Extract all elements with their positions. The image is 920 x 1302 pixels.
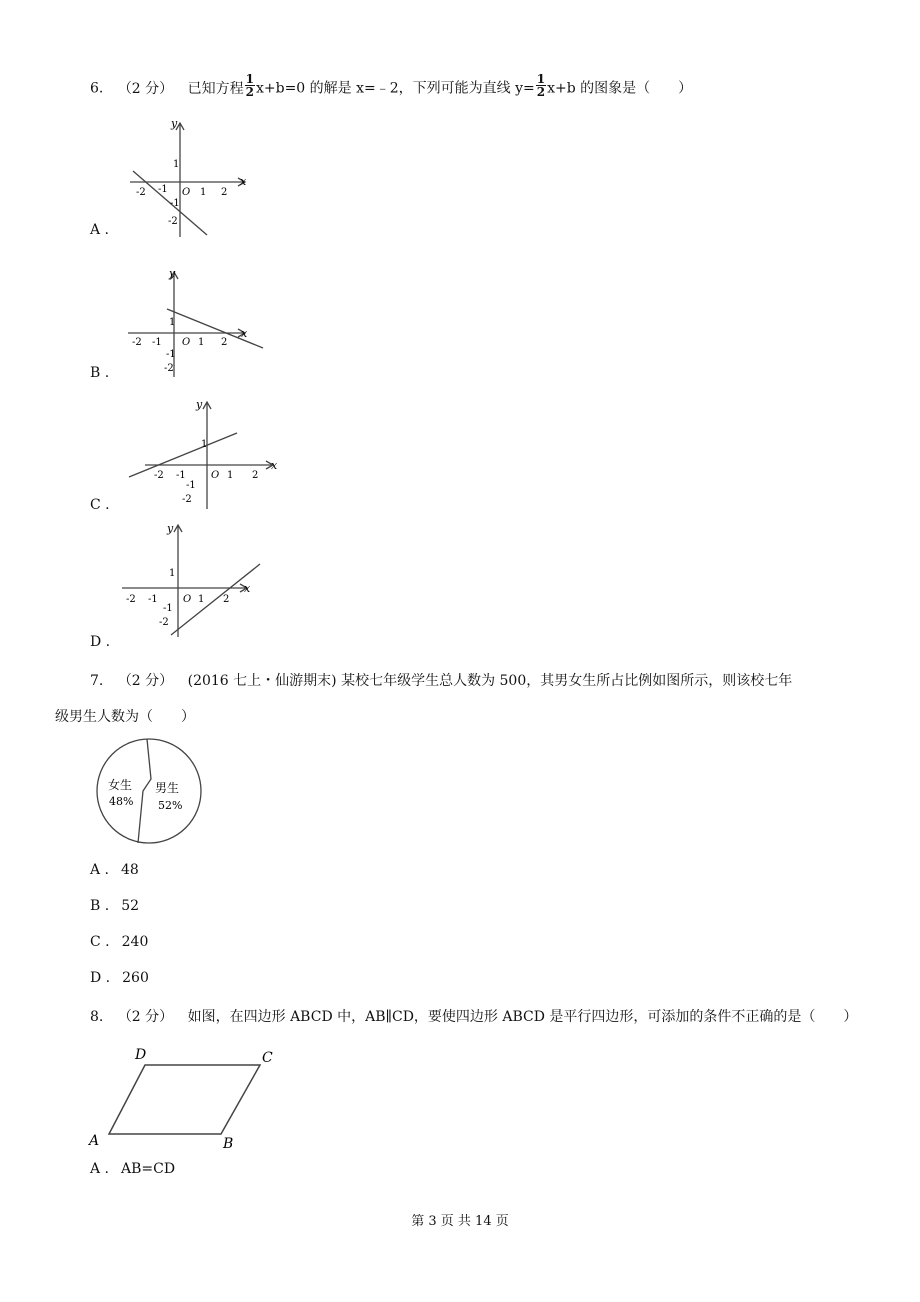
svg-text:O: O — [183, 594, 192, 605]
boys-percent: 52% — [158, 799, 183, 812]
svg-text:-2: -2 — [154, 470, 164, 481]
svg-text:-1: -1 — [148, 594, 158, 605]
svg-text:1: 1 — [227, 470, 234, 481]
vertex-d: D — [135, 1047, 147, 1063]
parallelogram-abcd — [85, 1040, 285, 1150]
question-number: 7. — [90, 673, 104, 689]
svg-text:1: 1 — [169, 317, 176, 328]
svg-text:O: O — [182, 337, 191, 348]
vertex-c: C — [262, 1050, 273, 1066]
graph-option-b — [125, 262, 270, 382]
stem-text: 如图，在四边形 ABCD 中，AB∥CD，要使四边形 ABCD 是平行四边形，可添加的条件不正确的是（ ） — [187, 1009, 858, 1025]
svg-text:1: 1 — [201, 439, 208, 450]
boys-label: 男生 — [155, 781, 180, 795]
svg-text:-2: -2 — [126, 594, 136, 605]
svg-text:-2: -2 — [168, 216, 178, 227]
option-b-label[interactable]: B . — [90, 365, 110, 381]
svg-text:1: 1 — [173, 159, 180, 170]
y-axis-label: y — [171, 117, 178, 130]
fraction-half: $\frac{1}{2}$ — [536, 72, 546, 99]
svg-text:x: x — [244, 582, 251, 595]
vertex-a: A — [89, 1133, 100, 1149]
question-score: （2 分） — [117, 673, 174, 689]
svg-text:-1: -1 — [166, 349, 176, 360]
svg-text:-2: -2 — [164, 363, 174, 374]
svg-text:2: 2 — [223, 594, 230, 605]
vertex-b: B — [223, 1136, 234, 1150]
svg-text:y: y — [167, 522, 174, 535]
question-7-stem-line1 — [90, 670, 792, 690]
stem-text: (2016 七上・仙游期末) 某校七年级学生总人数为 500，其男女生所占比例如图所示，则该校七年 — [187, 673, 793, 689]
pie-divider — [138, 739, 151, 843]
option-c-label[interactable]: C . — [90, 497, 110, 513]
option-a-label[interactable]: A . — [90, 222, 110, 238]
svg-text:x: x — [271, 459, 278, 472]
girls-percent: 48% — [109, 795, 134, 808]
svg-text:1: 1 — [198, 594, 205, 605]
svg-text:O: O — [211, 470, 220, 481]
svg-text:-1: -1 — [170, 198, 180, 209]
question-number: 8. — [90, 1009, 104, 1025]
svg-text:y: y — [169, 267, 176, 280]
option-d-label[interactable]: D . — [90, 634, 111, 650]
svg-text:-1: -1 — [163, 603, 173, 614]
svg-text:-1: -1 — [186, 480, 196, 491]
graph-option-c — [125, 397, 285, 512]
svg-text:1: 1 — [198, 337, 205, 348]
stem-text: x+b 的图象是（ ） — [547, 80, 693, 97]
stem-text: x+b=0 的解是 x=﹣2，下列可能为直线 y= — [255, 80, 535, 97]
svg-text:1: 1 — [200, 187, 207, 198]
graph-option-d — [117, 520, 267, 640]
q7-option-b[interactable]: B . 52 — [90, 898, 140, 914]
svg-text:y: y — [196, 398, 203, 411]
svg-text:-2: -2 — [136, 187, 146, 198]
svg-text:-2: -2 — [159, 617, 169, 628]
graph-option-a — [125, 115, 255, 240]
stem-text: 已知方程 — [187, 80, 244, 97]
page-footer: 第 3 页 共 14 页 — [411, 1214, 509, 1229]
question-7-stem-line2: 级男生人数为（ ） — [55, 709, 195, 725]
parallelogram-shape — [109, 1065, 260, 1134]
fraction-half: $\frac{1}{2}$ — [245, 72, 254, 99]
q7-option-c[interactable]: C . 240 — [90, 934, 149, 950]
question-score: （2 分） — [117, 80, 174, 97]
q8-option-a[interactable]: A . AB=CD — [90, 1161, 176, 1177]
x-axis-label: x — [240, 175, 247, 188]
svg-text:-1: -1 — [158, 184, 168, 195]
svg-text:2: 2 — [221, 337, 228, 348]
girls-label: 女生 — [108, 778, 133, 792]
svg-text:-1: -1 — [152, 337, 162, 348]
question-8-stem — [90, 1006, 857, 1026]
svg-text:-2: -2 — [182, 494, 192, 505]
svg-text:O: O — [182, 187, 191, 198]
svg-text:2: 2 — [252, 470, 259, 481]
svg-text:1: 1 — [169, 568, 176, 579]
svg-text:x: x — [241, 327, 248, 340]
question-number: 6. — [90, 80, 104, 97]
q7-option-a[interactable]: A . 48 — [90, 862, 139, 878]
svg-text:2: 2 — [221, 187, 228, 198]
question-6-stem — [90, 72, 693, 101]
svg-text:-2: -2 — [132, 337, 142, 348]
question-score: （2 分） — [117, 1009, 174, 1025]
svg-text:-1: -1 — [176, 470, 186, 481]
pie-chart-gender — [92, 735, 207, 847]
q7-option-d[interactable]: D . 260 — [90, 970, 149, 986]
